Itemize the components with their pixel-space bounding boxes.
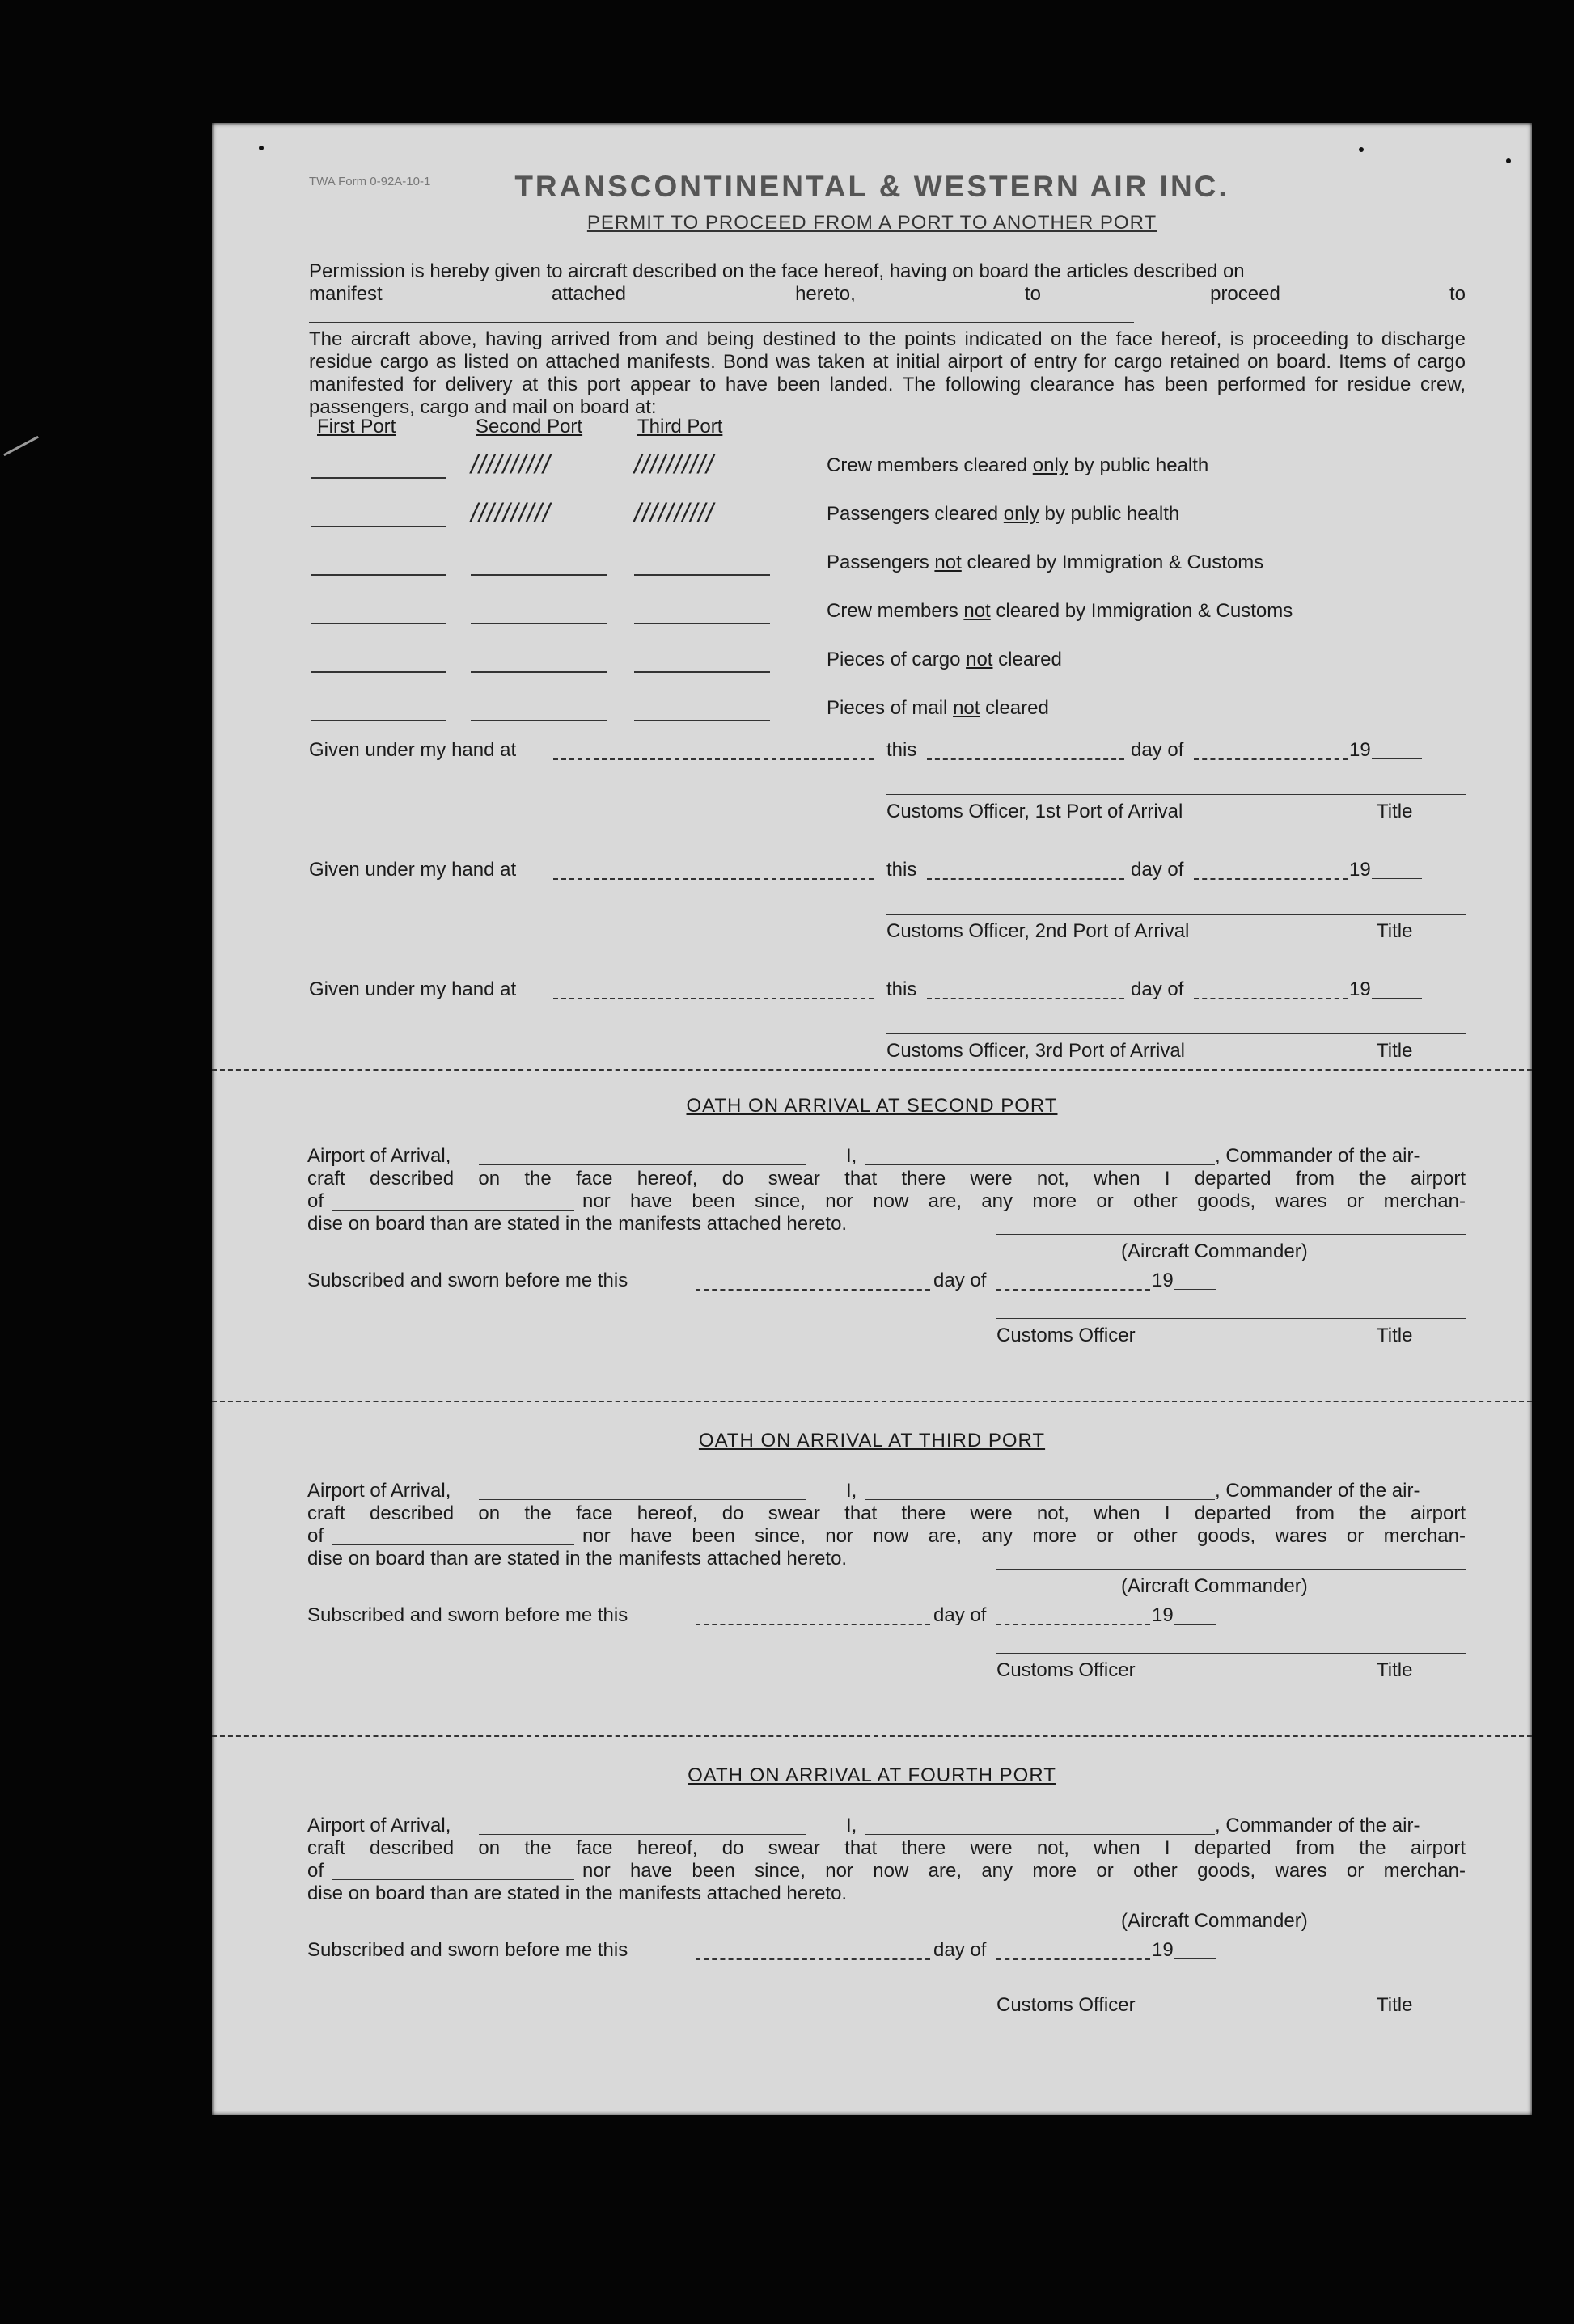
- customs-officer-caption: Customs Officer: [996, 1325, 1136, 1346]
- label-post: by public health: [1039, 503, 1180, 525]
- destination-blank[interactable]: [309, 306, 1134, 323]
- given-year-blank[interactable]: [1372, 878, 1422, 879]
- intro-line-2: [309, 283, 1466, 328]
- label-pre: Crew members cleared: [827, 454, 1033, 476]
- of-label: of: [307, 1525, 324, 1547]
- commander-tail: , Commander of the air-: [1215, 1480, 1420, 1502]
- given-day-blank[interactable]: [927, 758, 1124, 760]
- given-year-blank[interactable]: [1372, 998, 1422, 999]
- struck-cell: //////////: [634, 450, 714, 479]
- day-of-label: day of: [1131, 978, 1184, 1000]
- commander-name-blank[interactable]: [865, 1499, 1215, 1500]
- title-caption: Title: [1377, 1325, 1413, 1346]
- oath-line-4: dise on board than are stated in the manifests attached hereto.: [307, 1882, 848, 1904]
- port-entry-blank[interactable]: [634, 574, 770, 576]
- oath-line-3: nor have been since, nor now are, any more or other goods, wares or merchan-: [582, 1860, 1466, 1882]
- intro-paragraph: [309, 260, 1466, 419]
- struck-cell: //////////: [471, 450, 551, 479]
- commander-tail: , Commander of the air-: [1215, 1145, 1420, 1167]
- oath-line-3: nor have been since, nor now are, any more or other goods, wares or merchan-: [582, 1190, 1466, 1212]
- oath-line-2: craft described on the face hereof, do swear that there were not, when I departed from the airport: [307, 1502, 1466, 1524]
- port-entry-blank[interactable]: [634, 671, 770, 673]
- oath-section-title: OATH ON ARRIVAL AT SECOND PORT: [686, 1095, 1058, 1117]
- aircraft-commander-caption: (Aircraft Commander): [1121, 1910, 1308, 1932]
- label-post: cleared: [980, 697, 1049, 719]
- given-month-blank[interactable]: [1194, 998, 1348, 999]
- column-second-port: Second Port: [476, 416, 583, 437]
- customs-officer-caption: Customs Officer: [996, 1994, 1136, 2016]
- oath-line-3: nor have been since, nor now are, any more or other goods, wares or merchan-: [582, 1525, 1466, 1547]
- intro-body: The aircraft above, having arrived from and being destined to the points indicated on the face hereof, is proceeding to discharge residue cargo as listed on attached manifests. Bond was taken at initial airport of entry for cargo retained on board. Items of cargo manifested for delivery at this port appear to have been landed. The following clearance has been performed for residue crew, passengers, cargo and mail on board at:: [309, 328, 1466, 418]
- form-number: TWA Form 0-92A-10-1: [309, 175, 431, 188]
- i-label: I,: [846, 1815, 857, 1836]
- this-label: this: [886, 739, 917, 761]
- port-entry-blank[interactable]: [634, 623, 770, 624]
- subscribed-label: Subscribed and sworn before me this: [307, 1270, 628, 1291]
- year-label: 19: [1152, 1939, 1174, 1961]
- label-key: not: [953, 697, 980, 719]
- label-key: not: [934, 551, 962, 573]
- given-month-blank[interactable]: [1194, 878, 1348, 880]
- scan-speck: [1359, 147, 1364, 152]
- airport-blank[interactable]: [479, 1834, 806, 1835]
- day-of-label: day of: [933, 1939, 987, 1961]
- given-day-blank[interactable]: [927, 878, 1124, 880]
- customs-signature-line[interactable]: [996, 1653, 1466, 1654]
- given-label: Given under my hand at: [309, 859, 517, 881]
- year-label: 19: [1152, 1270, 1174, 1291]
- oath-line-2: craft described on the face hereof, do swear that there were not, when I departed from the airport: [307, 1168, 1466, 1189]
- year-label: 19: [1349, 859, 1371, 881]
- intro-proceed-label: manifest attached hereto, to proceed to: [309, 283, 1466, 305]
- company-name: TRANSCONTINENTAL & WESTERN AIR INC.: [514, 170, 1229, 203]
- clearance-row-label: [827, 600, 1293, 623]
- oath-section-title: OATH ON ARRIVAL AT FOURTH PORT: [688, 1764, 1056, 1786]
- commander-name-blank[interactable]: [865, 1164, 1215, 1165]
- label-pre: Crew members: [827, 600, 964, 622]
- officer-signature-line[interactable]: [886, 914, 1466, 915]
- officer-title-caption: Title: [1377, 920, 1413, 942]
- airport-label: Airport of Arrival,: [307, 1815, 451, 1836]
- customs-officer-caption: Customs Officer: [996, 1659, 1136, 1681]
- port-entry-blank[interactable]: [311, 574, 446, 576]
- clearance-row-label: [827, 503, 1179, 526]
- of-label: of: [307, 1190, 324, 1212]
- port-entry-blank[interactable]: [634, 720, 770, 721]
- scan-speck: [259, 146, 264, 150]
- officer-title-caption: Title: [1377, 801, 1413, 822]
- subscribed-month-blank[interactable]: [996, 1624, 1150, 1625]
- port-entry-blank[interactable]: [311, 477, 446, 479]
- label-pre: Pieces of mail: [827, 697, 954, 719]
- given-label: Given under my hand at: [309, 978, 517, 1000]
- form-sheet: [212, 123, 1532, 2115]
- given-place-blank[interactable]: [553, 878, 874, 880]
- clearance-row-label: [827, 454, 1208, 477]
- section-divider: [212, 1069, 1532, 1071]
- commander-tail: , Commander of the air-: [1215, 1815, 1420, 1836]
- port-entry-blank[interactable]: [471, 720, 607, 721]
- label-post: cleared by Immigration & Customs: [990, 600, 1293, 622]
- oath-section-title: OATH ON ARRIVAL AT THIRD PORT: [698, 1430, 1046, 1451]
- clearance-row-label: [827, 649, 1062, 671]
- port-entry-blank[interactable]: [311, 671, 446, 673]
- label-key: only: [1032, 454, 1068, 476]
- struck-cell: //////////: [471, 498, 551, 527]
- label-key: not: [963, 600, 991, 622]
- day-of-label: day of: [1131, 739, 1184, 761]
- label-pre: Passengers cleared: [827, 503, 1004, 525]
- officer-caption: Customs Officer, 1st Port of Arrival: [886, 801, 1183, 822]
- label-key: not: [966, 649, 993, 670]
- subscribed-day-blank[interactable]: [696, 1289, 930, 1291]
- subscribed-label: Subscribed and sworn before me this: [307, 1939, 628, 1961]
- subscribed-month-blank[interactable]: [996, 1289, 1150, 1291]
- aircraft-commander-caption: (Aircraft Commander): [1121, 1575, 1308, 1597]
- label-post: cleared by Immigration & Customs: [961, 551, 1264, 573]
- label-post: cleared: [992, 649, 1062, 670]
- year-label: 19: [1349, 978, 1371, 1000]
- airport-label: Airport of Arrival,: [307, 1145, 451, 1167]
- officer-title-caption: Title: [1377, 1040, 1413, 1062]
- given-day-blank[interactable]: [927, 998, 1124, 999]
- officer-signature-line[interactable]: [886, 1033, 1466, 1034]
- oath-line-4: dise on board than are stated in the manifests attached hereto.: [307, 1548, 848, 1570]
- year-label: 19: [1349, 739, 1371, 761]
- i-label: I,: [846, 1145, 857, 1167]
- section-divider: [212, 1735, 1532, 1737]
- subscribed-label: Subscribed and sworn before me this: [307, 1604, 628, 1626]
- departure-airport-blank[interactable]: [332, 1210, 574, 1211]
- subscribed-year-blank[interactable]: [1174, 1958, 1216, 1959]
- customs-signature-line[interactable]: [996, 1318, 1466, 1319]
- intro-line-1: Permission is hereby given to aircraft described on the face hereof, having on board the articles described on: [309, 260, 1245, 282]
- port-entry-blank[interactable]: [311, 720, 446, 721]
- officer-caption: Customs Officer, 3rd Port of Arrival: [886, 1040, 1186, 1062]
- label-pre: Passengers: [827, 551, 935, 573]
- of-label: of: [307, 1860, 324, 1882]
- oath-line-4: dise on board than are stated in the manifests attached hereto.: [307, 1213, 848, 1235]
- departure-airport-blank[interactable]: [332, 1879, 574, 1880]
- label-post: by public health: [1068, 454, 1209, 476]
- day-of-label: day of: [933, 1604, 987, 1626]
- subscribed-day-blank[interactable]: [696, 1624, 930, 1625]
- port-entry-blank[interactable]: [311, 623, 446, 624]
- port-entry-blank[interactable]: [471, 671, 607, 673]
- subscribed-day-blank[interactable]: [696, 1958, 930, 1960]
- departure-airport-blank[interactable]: [332, 1544, 574, 1545]
- clearance-row-label: [827, 551, 1263, 574]
- oath-line-2: craft described on the face hereof, do swear that there were not, when I departed from the airport: [307, 1837, 1466, 1859]
- year-label: 19: [1152, 1604, 1174, 1626]
- given-place-blank[interactable]: [553, 758, 874, 760]
- commander-signature-line[interactable]: [996, 1569, 1466, 1570]
- form-subtitle: PERMIT TO PROCEED FROM A PORT TO ANOTHER PORT: [586, 212, 1157, 234]
- commander-signature-line[interactable]: [996, 1234, 1466, 1235]
- day-of-label: day of: [933, 1270, 987, 1291]
- column-first-port: First Port: [317, 416, 396, 437]
- this-label: this: [886, 859, 917, 881]
- column-third-port: Third Port: [637, 416, 723, 437]
- this-label: this: [886, 978, 917, 1000]
- scan-mark: [3, 436, 39, 456]
- subscribed-month-blank[interactable]: [996, 1958, 1150, 1960]
- scan-speck: [1506, 158, 1511, 163]
- day-of-label: day of: [1131, 859, 1184, 881]
- struck-cell: //////////: [634, 498, 714, 527]
- label-pre: Pieces of cargo: [827, 649, 967, 670]
- label-key: only: [1003, 503, 1039, 525]
- subscribed-year-blank[interactable]: [1174, 1289, 1216, 1290]
- given-label: Given under my hand at: [309, 739, 517, 761]
- port-entry-blank[interactable]: [311, 526, 446, 527]
- section-divider: [212, 1401, 1532, 1402]
- airport-label: Airport of Arrival,: [307, 1480, 451, 1502]
- aircraft-commander-caption: (Aircraft Commander): [1121, 1240, 1308, 1262]
- clearance-row-label: [827, 697, 1049, 720]
- port-entry-blank[interactable]: [471, 574, 607, 576]
- title-caption: Title: [1377, 1659, 1413, 1681]
- given-place-blank[interactable]: [553, 998, 874, 999]
- i-label: I,: [846, 1480, 857, 1502]
- given-year-blank[interactable]: [1372, 758, 1422, 759]
- subscribed-year-blank[interactable]: [1174, 1624, 1216, 1625]
- airport-blank[interactable]: [479, 1164, 806, 1165]
- given-month-blank[interactable]: [1194, 758, 1348, 760]
- title-caption: Title: [1377, 1994, 1413, 2016]
- officer-signature-line[interactable]: [886, 794, 1466, 795]
- port-entry-blank[interactable]: [471, 623, 607, 624]
- officer-caption: Customs Officer, 2nd Port of Arrival: [886, 920, 1190, 942]
- commander-name-blank[interactable]: [865, 1834, 1215, 1835]
- airport-blank[interactable]: [479, 1499, 806, 1500]
